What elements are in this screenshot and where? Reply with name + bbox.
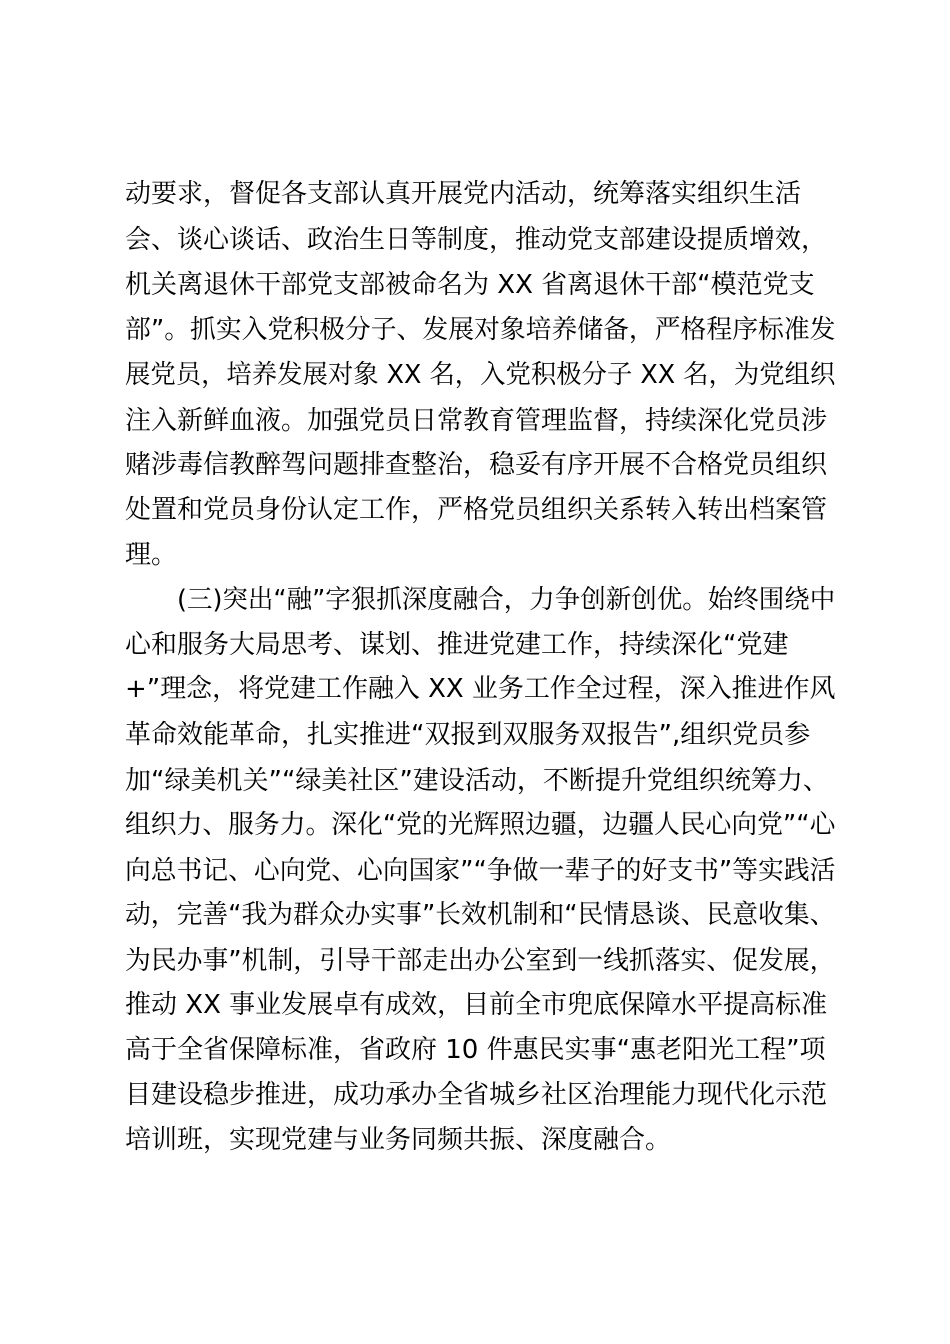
text-line: 组织力、服务力。深化“党的光辉照边疆，边疆人民心向党”“心 [125, 810, 836, 840]
text-line: +”理念，将党建工作融入 XX 业务工作全过程，深入推进作风 [125, 674, 836, 704]
text-line: 赌涉毒信教醉驾问题排查整治，稳妥有序开展不合格党员组织 [125, 450, 828, 480]
text-line: 推动 XX 事业发展卓有成效，目前全市兜底保障水平提高标准 [125, 990, 828, 1020]
section-heading-line: (三)突出“融”字狠抓深度融合，力争创新创优。始终围绕中 [177, 585, 836, 615]
text-line: 革命效能革命，扎实推进“双报到双服务双报告”,组织党员参 [125, 720, 811, 750]
text-line: 展党员，培养发展对象 XX 名，入党积极分子 XX 名，为党组织 [125, 360, 836, 390]
text-line: 为民办事”机制，引导干部走出办公室到一线抓落实、促发展， [125, 946, 836, 976]
text-line: 培训班，实现党建与业务同频共振、深度融合。 [125, 1125, 672, 1155]
text-line: 会、谈心谈话、政治生日等制度，推动党支部建设提质增效， [125, 225, 828, 255]
text-line: 目建设稳步推进，成功承办全省城乡社区治理能力现代化示范 [125, 1080, 828, 1110]
text-line: 处置和党员身份认定工作，严格党员组织关系转入转出档案管 [125, 495, 828, 525]
text-line: 动，完善“我为群众办实事”长效机制和“民情恳谈、民意收集、 [125, 900, 836, 930]
text-line: 部”。抓实入党积极分子、发展对象培养储备，严格程序标准发 [125, 315, 836, 345]
text-line: 向总书记、心向党、心向国家”“争做一辈子的好支书”等实践活 [125, 856, 836, 886]
text-line: 加“绿美机关”“绿美社区”建设活动，不断提升党组织统筹力、 [125, 766, 829, 796]
text-line: 高于全省保障标准，省政府 10 件惠民实事“惠老阳光工程”项 [125, 1035, 826, 1065]
text-line: 理。 [125, 540, 178, 570]
text-line: 机关离退休干部党支部被命名为 XX 省离退休干部“模范党支 [125, 270, 815, 300]
text-line: 注入新鲜血液。加强党员日常教育管理监督，持续深化党员涉 [125, 406, 828, 436]
text-line: 动要求，督促各支部认真开展党内活动，统筹落实组织生活 [125, 179, 802, 209]
text-line: 心和服务大局思考、谋划、推进党建工作，持续深化“党建 [125, 630, 789, 660]
